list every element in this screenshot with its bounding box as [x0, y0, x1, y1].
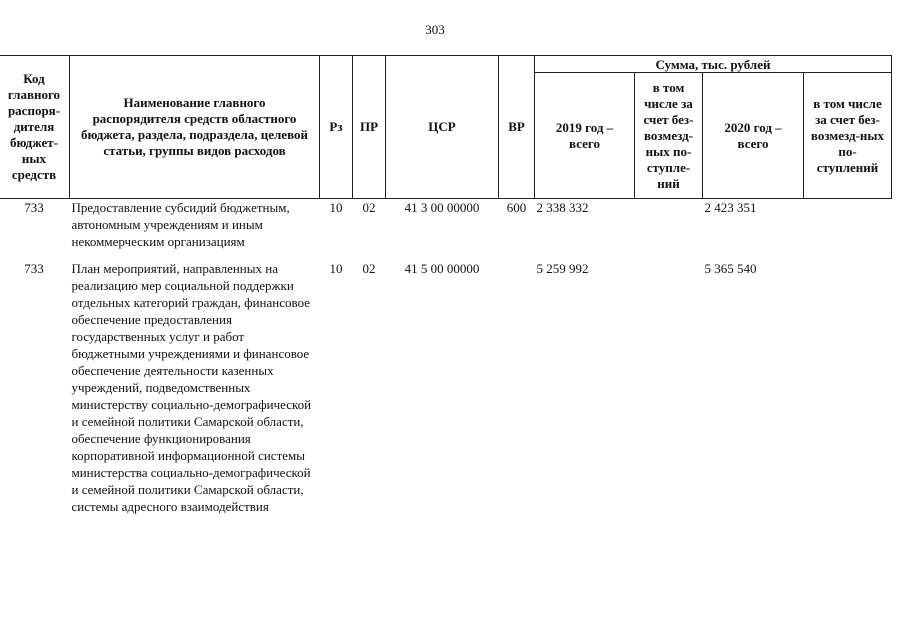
header-sum: Сумма, тыс. рублей [535, 56, 892, 73]
cell-2019-total: 5 259 992 [536, 261, 589, 276]
header-2019-total: 2019 год – всего [535, 73, 635, 199]
cell-2019-free [635, 260, 703, 515]
cell-2020-free [804, 260, 892, 515]
cell-vr [499, 260, 535, 515]
header-csr: ЦСР [386, 56, 499, 199]
cell-rz: 10 [329, 261, 343, 276]
header-pr: ПР [353, 56, 386, 199]
header-name: Наименование главного распорядителя средств областного бюджета, раздела, подраздела, целевой статьи, группы видов расходов [70, 56, 320, 199]
cell-csr: 41 5 00 00000 [404, 261, 480, 276]
table-row [0, 260, 892, 515]
header-code-line: Код [23, 71, 45, 86]
page-number: 303 [425, 22, 445, 37]
cell-code: 733 [24, 261, 44, 276]
header-vr: ВР [499, 56, 535, 199]
header-code-line: бюджет- [9, 135, 58, 150]
cell-pr: 02 [362, 261, 376, 276]
header-rz: Рз [320, 56, 353, 199]
cell-rz: 10 [329, 200, 343, 215]
cell-name: План мероприятий, направленных на реализацию мер социальной поддержки отдельных категорий граждан, финансовое обеспечение предоставления государственных услуг и работ бюджетными учреждениями и финансовое обеспечение деятельности казенных учреждений, подведомственных министерству социально-демографической и семейной политики Самарской области, обеспечение функционирования корпоративной информационной системы министерства социально-демографической и семейной политики Самарской области, системы адресного взаимодействия [71, 261, 312, 514]
header-code [0, 56, 70, 199]
header-2020-total: 2020 год – всего [703, 73, 804, 199]
cell-csr: 41 3 00 00000 [404, 200, 480, 215]
cell-2020-total: 2 423 351 [704, 200, 757, 215]
table-row [0, 199, 892, 251]
cell-name: Предоставление субсидий бюджетным, автономным учреждениям и иным некоммерческим организациям [71, 200, 290, 249]
header-code-line: средств [11, 167, 57, 182]
cell-code: 733 [24, 200, 44, 215]
header-2019-free: в том числе за счет без-возмезд-ных по-ступле-ний [635, 73, 703, 199]
header-2020-free: в том числе за счет без-возмезд-ных по-ступлений [804, 73, 892, 199]
cell-2019-free [635, 199, 703, 251]
header-code-line: главного [7, 87, 61, 102]
header-row-top [0, 56, 892, 73]
cell-2020-free [804, 199, 892, 251]
cell-vr: 600 [506, 200, 527, 215]
cell-2020-total: 5 365 540 [704, 261, 757, 276]
header-code-line: распоря- [7, 103, 61, 118]
cell-2019-total: 2 338 332 [536, 200, 589, 215]
row-spacer [0, 250, 892, 260]
header-code-line: ных [21, 151, 47, 166]
cell-pr: 02 [362, 200, 376, 215]
budget-table [0, 55, 892, 515]
header-code-line: дителя [13, 119, 55, 134]
